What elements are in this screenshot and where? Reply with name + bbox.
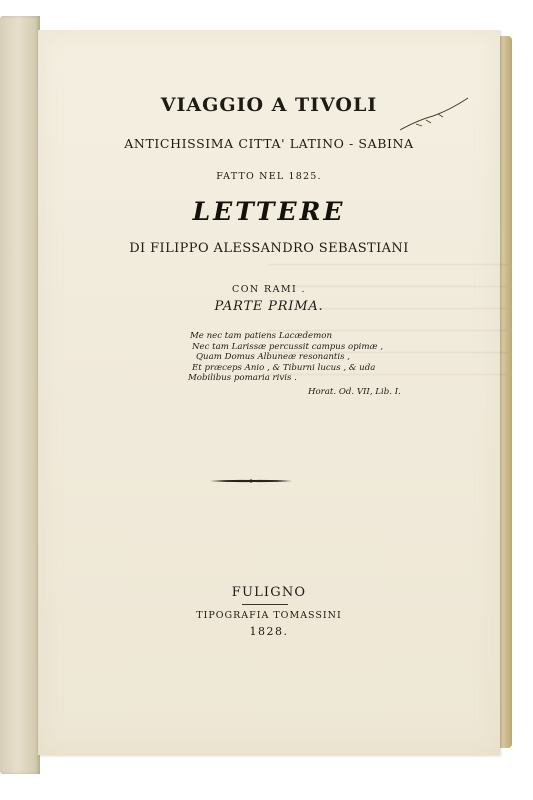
book-subtitle: ANTICHISSIMA CITTA' LATINO - SABINA: [124, 136, 414, 151]
illustrations-note: CON RAMI .: [232, 284, 306, 295]
imprint-printer: TIPOGRAFIA TOMASSINI: [196, 610, 342, 621]
imprint-place: FULIGNO: [231, 585, 307, 600]
imprint-year: 1828.: [249, 625, 289, 638]
epigraph-line: Nec tam Larissæ percussit campus opimæ ,: [192, 341, 384, 352]
book-title: VIAGGIO A TIVOLI: [160, 94, 378, 116]
epigraph-citation: Horat. Od. VII, Lib. I.: [308, 386, 401, 397]
author-line: DI FILIPPO ALESSANDRO SEBASTIANI: [129, 241, 409, 256]
epigraph: [188, 331, 418, 397]
work-title: LETTERE: [192, 197, 346, 226]
part-label: PARTE PRIMA.: [214, 299, 324, 314]
imprint-rule: [242, 604, 288, 605]
title-page: [38, 30, 500, 755]
epigraph-line: Me nec tam patiens Lacædemon: [190, 331, 332, 341]
ornament-rule: [210, 478, 292, 484]
epigraph-line: Mobilibus pomaria rivis .: [188, 373, 297, 383]
epigraph-line: Et præceps Anio , & Tiburni lucus , & uda: [192, 362, 376, 373]
epigraph-line: Quam Domus Albuneæ resonantis ,: [196, 352, 350, 362]
book-spine: [0, 16, 40, 774]
date-line: FATTO NEL 1825.: [216, 171, 322, 182]
